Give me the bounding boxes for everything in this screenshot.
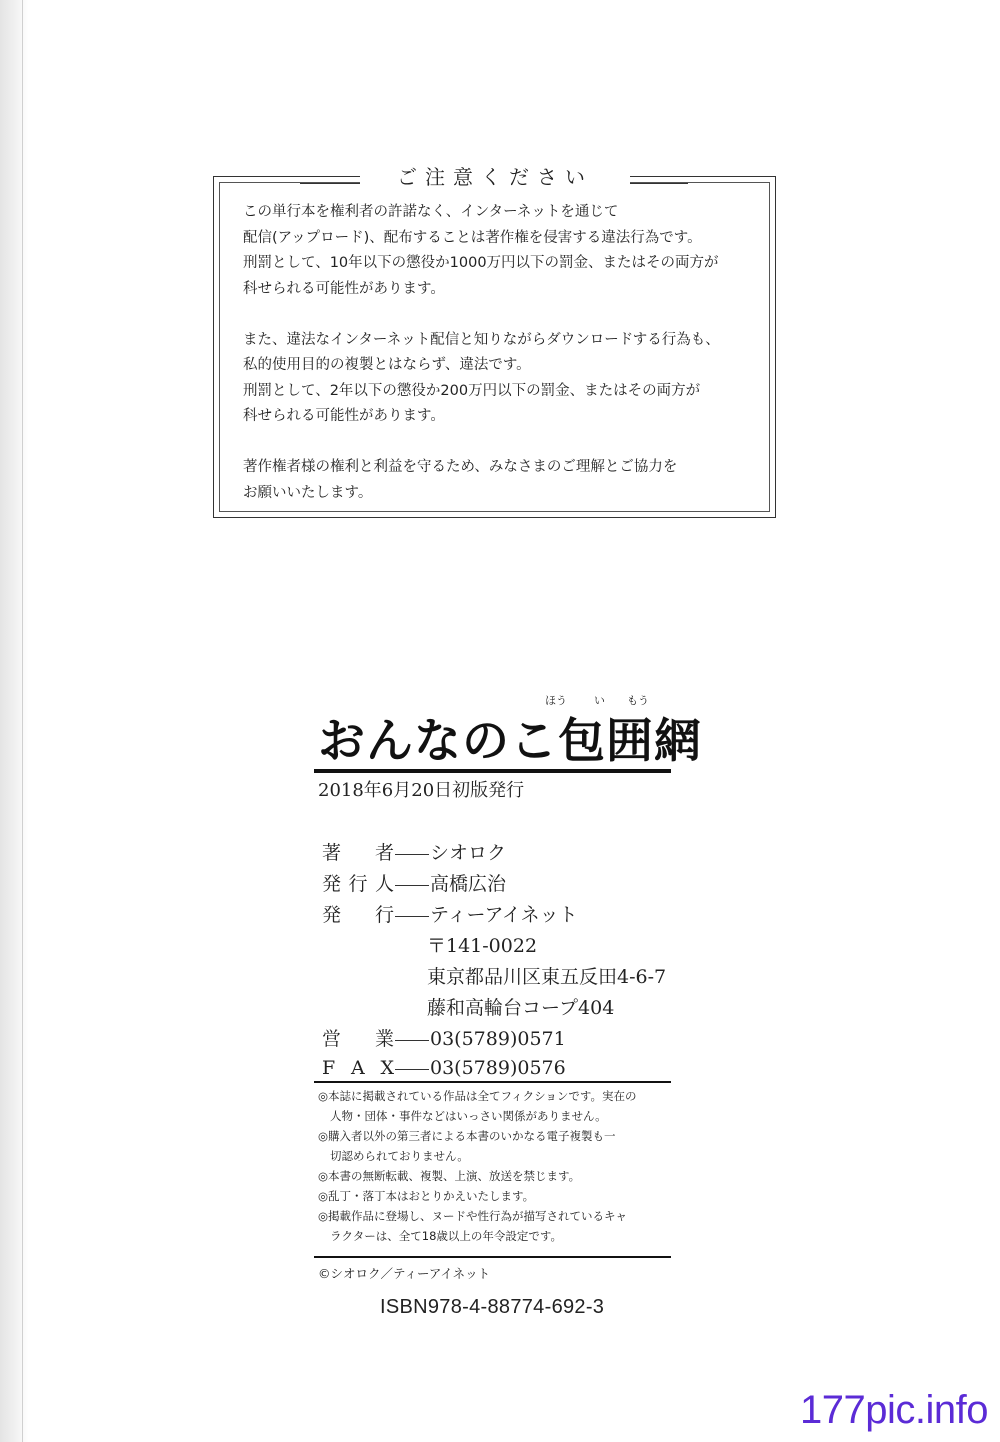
notice-title: ご注意ください <box>397 165 593 189</box>
notice-line: 刑罰として、10年以下の懲役か1000万円以下の罰金、またはその両方が <box>243 255 719 271</box>
address-street: 東京都品川区東五反田4-6-7 <box>427 966 667 988</box>
notice-line: 科せられる可能性があります。 <box>243 408 445 424</box>
notice-paragraph <box>243 455 763 506</box>
credit-dash <box>395 885 429 886</box>
notice-line: 配信(アップロード)、配布することは著作権を侵害する違法行為です。 <box>243 229 702 246</box>
address-postal-code: 〒141-0022 <box>427 935 538 957</box>
page-edge-line <box>22 0 23 1442</box>
credit-author-label: 著 者 <box>322 842 394 864</box>
page-edge-shadow <box>0 0 28 1442</box>
credit-publisher-person-row <box>322 869 506 899</box>
title-ruby-i: い <box>594 694 605 707</box>
credit-dash <box>395 854 429 855</box>
notice-line: 私的使用目的の複製とはならず、違法です。 <box>243 357 531 373</box>
title-ruby-mou: もう <box>627 694 649 707</box>
notice-paragraph <box>243 328 763 430</box>
isbn: ISBN978-4-88774-692-3 <box>380 1296 605 1318</box>
credit-fax-label: F A X <box>322 1057 394 1079</box>
footnote-line: ◎本誌に掲載されている作品は全てフィクションです。実在の <box>318 1089 637 1103</box>
footnote-line: ラクターは、全て18歳以上の年令設定です。 <box>330 1229 562 1243</box>
credit-dash <box>395 1069 429 1070</box>
footnotes-top-rule <box>314 1081 671 1083</box>
credit-sales-label: 営 業 <box>322 1028 394 1050</box>
footnotes <box>318 1086 678 1246</box>
credit-fax-value: 03(5789)0576 <box>430 1057 566 1079</box>
footnote-line: ◎購入者以外の第三者による本書のいかなる電子複製も一 <box>318 1129 616 1143</box>
credit-publisher-value: ティーアイネット <box>430 904 578 926</box>
notice-line: この単行本を権利者の許諾なく、インターネットを通じて <box>243 204 619 220</box>
credit-author-value: シオロク <box>430 842 507 864</box>
credit-publisher-person-label: 発行人 <box>322 873 394 895</box>
footnote-line: 人物・団体・事件などはいっさい関係がありません。 <box>330 1109 607 1123</box>
publication-date: 2018年6月20日初版発行 <box>318 780 525 801</box>
copyright-notice: ©シオロク／ティーアイネット <box>318 1266 491 1281</box>
notice-body <box>243 200 763 506</box>
credit-publisher-label: 発 行 <box>322 904 394 926</box>
title-ruby-hou: ほう <box>545 694 567 707</box>
credit-sales-value: 03(5789)0571 <box>430 1028 566 1050</box>
notice-title-rule-right <box>628 176 688 184</box>
address-building: 藤和高輪台コープ404 <box>427 997 615 1019</box>
title-rule <box>314 769 671 773</box>
notice-line: 著作権者様の権利と利益を守るため、みなさまのご理解とご協力を <box>243 459 678 475</box>
footnotes-bottom-rule <box>314 1256 671 1258</box>
book-title: おんなのこ包囲網 <box>318 714 702 769</box>
credit-author-row <box>322 838 506 868</box>
credit-publisher-person-value: 高橋広治 <box>430 873 507 895</box>
notice-line: 刑罰として、2年以下の懲役か200万円以下の罰金、またはその両方が <box>243 382 701 399</box>
notice-title-rule-left <box>300 176 360 184</box>
watermark: 177pic.info <box>800 1388 988 1432</box>
footnote-line: ◎乱丁・落丁本はおとりかえいたします。 <box>318 1189 535 1203</box>
credit-publisher-row <box>322 900 578 930</box>
notice-line: お願いいたします。 <box>243 484 373 501</box>
footnote-line: ◎本書の無断転載、複製、上演、放送を禁じます。 <box>318 1169 581 1183</box>
notice-paragraph <box>243 200 763 302</box>
credit-dash <box>395 1040 429 1041</box>
credit-fax-row <box>322 1053 566 1083</box>
notice-title-container <box>360 162 630 192</box>
footnote-line: 切認められておりません。 <box>330 1149 469 1163</box>
credit-sales-row <box>322 1024 566 1054</box>
credit-dash <box>395 916 429 917</box>
notice-line: 科せられる可能性があります。 <box>243 280 445 297</box>
notice-line: また、違法なインターネット配信と知りながらダウンロードする行為も、 <box>243 331 720 348</box>
footnote-line: ◎掲載作品に登場し、ヌードや性行為が描写されているキャ <box>318 1209 628 1223</box>
